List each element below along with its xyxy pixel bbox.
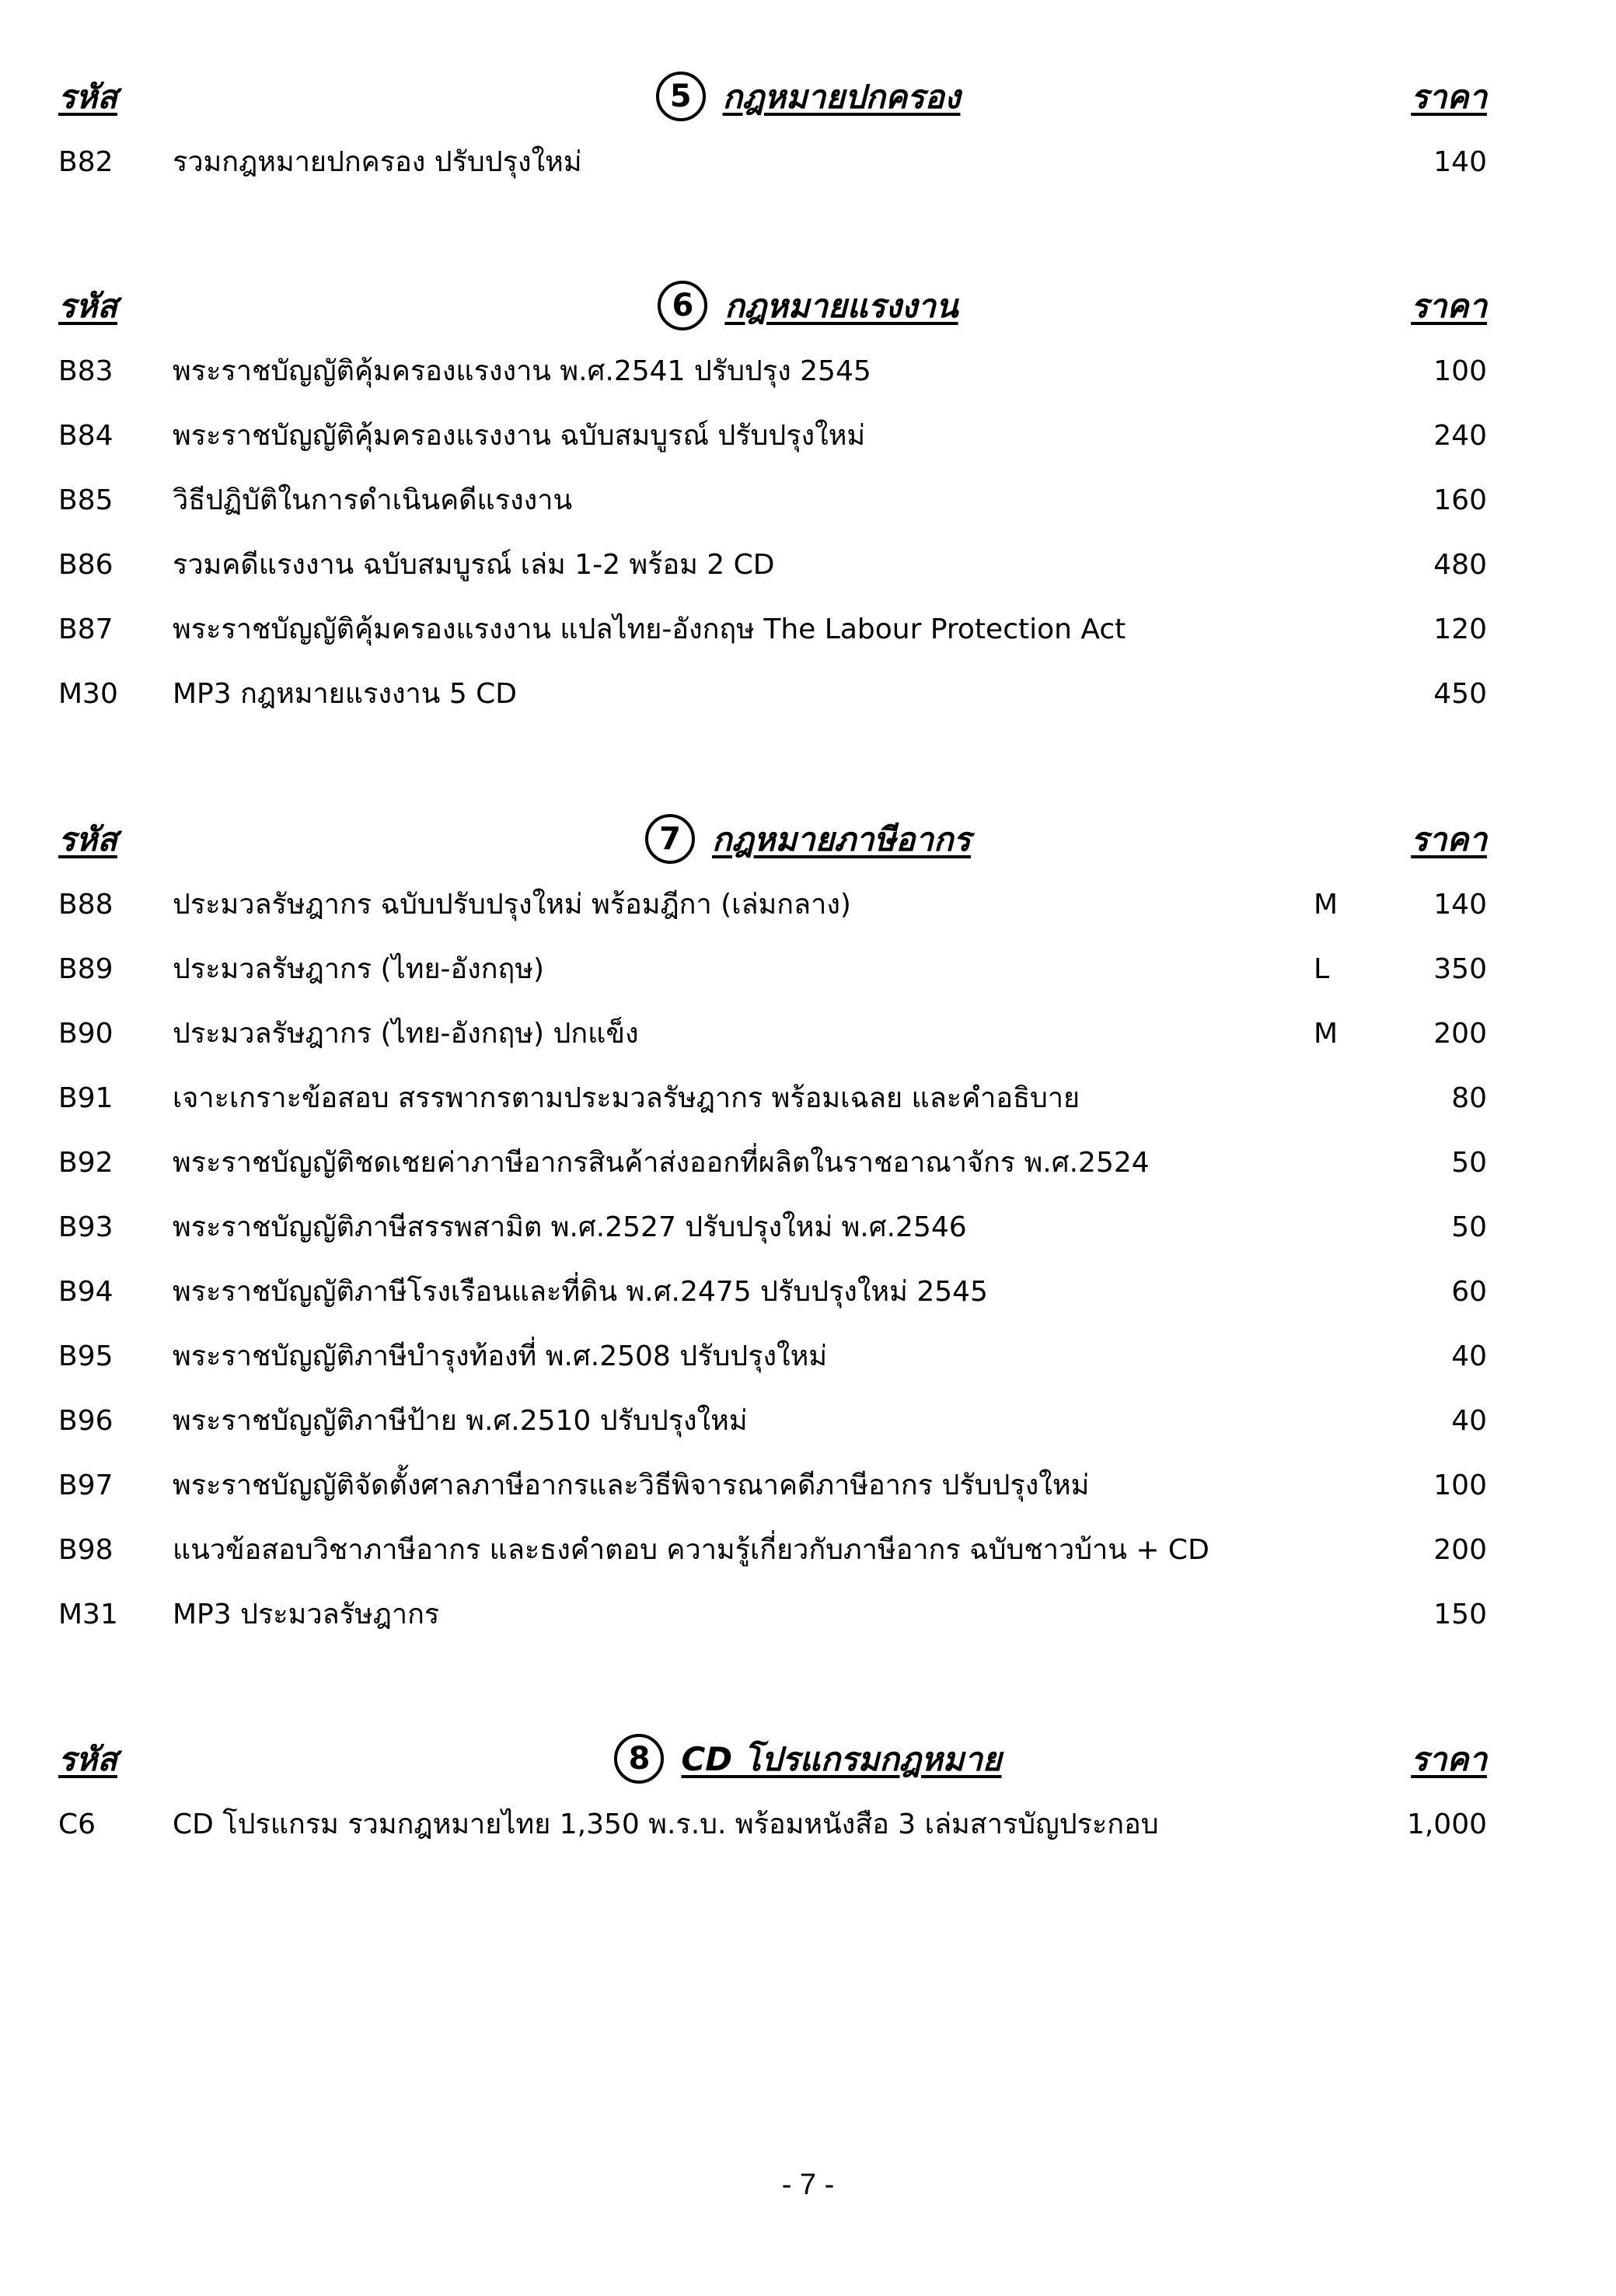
item-price: 100 (1433, 355, 1487, 387)
circled-number-icon: 8 (614, 1734, 664, 1784)
item-description: พระราชบัญญัติภาษีสรรพสามิต พ.ศ.2527 ปรับปรุงใหม่ พ.ศ.2546 (173, 1211, 967, 1243)
section-header (0, 807, 1616, 872)
item-price: 160 (1433, 484, 1487, 516)
item-description: CD โปรแกรม รวมกฎหมายไทย 1,350 พ.ร.บ. พร้อมหนังสือ 3 เล่มสารบัญประกอบ (173, 1808, 1159, 1840)
item-description: เจาะเกราะข้อสอบ สรรพากรตามประมวลรัษฎากร พร้อมเฉลย และคำอธิบาย (173, 1082, 1080, 1114)
section-administrative-law (0, 65, 1616, 194)
list-item (0, 468, 1616, 533)
list-item (0, 872, 1616, 937)
item-description: วิธีปฏิบัติในการดำเนินคดีแรงงาน (173, 484, 573, 516)
item-description: MP3 ประมวลรัษฎากร (173, 1599, 440, 1630)
item-code: B85 (58, 484, 113, 516)
list-item (0, 1582, 1616, 1647)
item-code: B84 (58, 420, 113, 452)
item-description: พระราชบัญญัติภาษีบำรุงท้องที่ พ.ศ.2508 ปรับปรุงใหม่ (173, 1340, 828, 1372)
list-item (0, 339, 1616, 404)
list-item (0, 1066, 1616, 1131)
section-tax-law (0, 807, 1616, 1647)
item-price: 450 (1433, 678, 1487, 710)
section-title (0, 1727, 1616, 1792)
item-description: ประมวลรัษฎากร (ไทย-อังกฤษ) (173, 953, 545, 985)
list-item (0, 597, 1616, 662)
item-code: B87 (58, 613, 113, 645)
item-code: B92 (58, 1147, 113, 1179)
list-item (0, 662, 1616, 726)
item-size: L (1314, 953, 1330, 985)
list-item (0, 1260, 1616, 1324)
item-description: พระราชบัญญัติคุ้มครองแรงงาน ฉบับสมบูรณ์ ปรับปรุงใหม่ (173, 420, 866, 452)
list-item (0, 1453, 1616, 1518)
item-price: 80 (1451, 1082, 1487, 1114)
item-description: ประมวลรัษฎากร (ไทย-อังกฤษ) ปกแข็ง (173, 1018, 639, 1050)
item-code: B86 (58, 549, 113, 581)
item-code: B93 (58, 1211, 113, 1243)
price-column-header: ราคา (1411, 820, 1487, 858)
item-list (0, 1792, 1616, 1857)
list-item (0, 404, 1616, 468)
item-size: M (1314, 1018, 1339, 1050)
section-title-text: กฎหมายปกครอง (722, 78, 961, 116)
item-code: B90 (58, 1018, 113, 1050)
item-description: MP3 กฎหมายแรงงาน 5 CD (173, 678, 518, 710)
item-code: B96 (58, 1405, 113, 1437)
list-item (0, 1131, 1616, 1195)
list-item (0, 937, 1616, 1001)
item-description: พระราชบัญญัติภาษีโรงเรือนและที่ดิน พ.ศ.2475 ปรับปรุงใหม่ 2545 (173, 1276, 988, 1308)
price-column-header: ราคา (1411, 287, 1487, 325)
item-code: M30 (58, 678, 118, 710)
item-code: B89 (58, 953, 113, 985)
item-price: 240 (1433, 420, 1487, 452)
item-description: แนวข้อสอบวิชาภาษีอากร และธงคำตอบ ความรู้เกี่ยวกับภาษีอากร ฉบับชาวบ้าน + CD (173, 1534, 1209, 1566)
section-header (0, 274, 1616, 339)
item-size: M (1314, 889, 1339, 921)
item-price: 150 (1433, 1599, 1487, 1630)
item-code: B98 (58, 1534, 113, 1566)
item-description: ประมวลรัษฎากร ฉบับปรับปรุงใหม่ พร้อมฎีกา (เล่มกลาง) (173, 889, 851, 921)
item-price: 40 (1451, 1405, 1487, 1437)
item-description: รวมกฎหมายปกครอง ปรับปรุงใหม่ (173, 146, 582, 178)
page-number: - 7 - (781, 2168, 835, 2201)
code-column-header: รหัส (58, 287, 117, 325)
item-description: พระราชบัญญัติชดเชยค่าภาษีอากรสินค้าส่งออกที่ผลิตในราชอาณาจักร พ.ศ.2524 (173, 1147, 1150, 1179)
list-item (0, 533, 1616, 597)
section-title-text: CD โปรแกรมกฎหมาย (681, 1740, 1002, 1778)
price-column-header: ราคา (1411, 1740, 1487, 1778)
item-price: 480 (1433, 549, 1487, 581)
code-column-header: รหัส (58, 1740, 117, 1778)
item-price: 140 (1433, 146, 1487, 178)
item-price: 50 (1451, 1147, 1487, 1179)
list-item (0, 1389, 1616, 1453)
list-item (0, 1001, 1616, 1066)
section-title-text: กฎหมายแรงงาน (724, 287, 958, 325)
section-law-software-cd (0, 1727, 1616, 1857)
section-title-text: กฎหมายภาษีอากร (712, 820, 971, 858)
list-item (0, 1518, 1616, 1582)
item-description: รวมคดีแรงงาน ฉบับสมบูรณ์ เล่ม 1-2 พร้อม 2 CD (173, 549, 775, 581)
item-description: พระราชบัญญัติจัดตั้งศาลภาษีอากรและวิธีพิจารณาคดีภาษีอากร ปรับปรุงใหม่ (173, 1470, 1090, 1501)
section-title (0, 65, 1616, 130)
code-column-header: รหัส (58, 820, 117, 858)
section-header (0, 1727, 1616, 1792)
circled-number-icon: 6 (658, 281, 707, 330)
item-code: B95 (58, 1340, 113, 1372)
item-code: C6 (58, 1808, 96, 1840)
item-price: 100 (1433, 1470, 1487, 1501)
list-item (0, 1792, 1616, 1857)
item-code: M31 (58, 1599, 118, 1630)
item-price: 50 (1451, 1211, 1487, 1243)
item-list (0, 339, 1616, 726)
item-code: B94 (58, 1276, 113, 1308)
item-price: 40 (1451, 1340, 1487, 1372)
list-item (0, 130, 1616, 194)
list-item (0, 1195, 1616, 1260)
section-header (0, 65, 1616, 130)
item-price: 140 (1433, 889, 1487, 921)
item-price: 200 (1433, 1018, 1487, 1050)
item-list (0, 872, 1616, 1647)
item-list (0, 130, 1616, 194)
item-price: 60 (1451, 1276, 1487, 1308)
item-code: B82 (58, 146, 113, 178)
item-description: พระราชบัญญัติคุ้มครองแรงงาน แปลไทย-อังกฤษ The Labour Protection Act (173, 613, 1126, 645)
circled-number-icon: 5 (656, 72, 706, 121)
item-code: B83 (58, 355, 113, 387)
price-column-header: ราคา (1411, 78, 1487, 116)
section-labour-law (0, 274, 1616, 726)
item-description: พระราชบัญญัติภาษีป้าย พ.ศ.2510 ปรับปรุงใหม่ (173, 1405, 748, 1437)
item-code: B91 (58, 1082, 113, 1114)
section-title (0, 807, 1616, 872)
item-price: 1,000 (1406, 1808, 1487, 1840)
list-item (0, 1324, 1616, 1389)
item-code: B97 (58, 1470, 113, 1501)
item-description: พระราชบัญญัติคุ้มครองแรงงาน พ.ศ.2541 ปรับปรุง 2545 (173, 355, 871, 387)
item-price: 350 (1433, 953, 1487, 985)
item-price: 200 (1433, 1534, 1487, 1566)
code-column-header: รหัส (58, 78, 117, 116)
circled-number-icon: 7 (645, 814, 695, 864)
item-price: 120 (1433, 613, 1487, 645)
section-title (0, 274, 1616, 339)
item-code: B88 (58, 889, 113, 921)
